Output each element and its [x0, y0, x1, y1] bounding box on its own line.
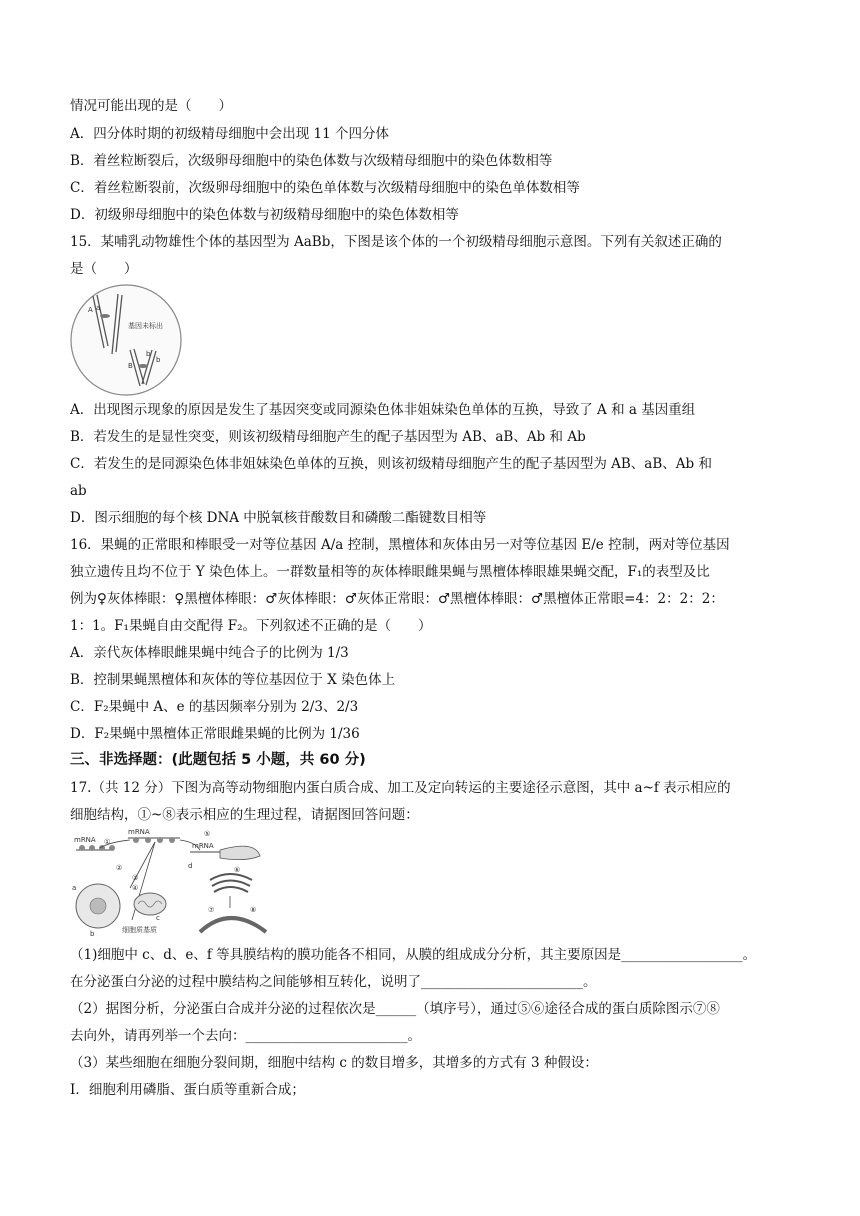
q17-protein-pathway-diagram — [70, 828, 280, 938]
label-step-2: ② — [116, 864, 123, 872]
q17-stem-line2: 细胞结构，①~⑧表示相应的生理过程，请据图回答问题： — [70, 807, 419, 823]
label-c: c — [156, 914, 160, 922]
label-step-1: ① — [104, 838, 111, 846]
label-cytoplasm-matrix: 细胞质基质 — [122, 926, 157, 934]
q16-stem-line3: 例为♀灰体棒眼：♀黑檀体棒眼：♂灰体棒眼：♂灰体正常眼：♂黑檀体棒眼：♂黑檀体正常眼=4：2：2：2： — [70, 591, 724, 607]
q16-option-a: A．亲代灰体棒眼雌果蝇中纯合子的比例为 1/3 — [70, 645, 349, 661]
gene-label-b-lower-2: b — [156, 356, 161, 364]
q16-stem-line1: 16．果蝇的正常眼和棒眼受一对等位基因 A/a 控制，黑檀体和灰体由另一对等位基因 E/e 控制，两对等位基因 — [70, 537, 730, 553]
label-step-7: ⑦ — [208, 906, 215, 914]
q15-stem-line1: 15．某哺乳动物雄性个体的基因型为 AaBb，下图是该个体的一个初级精母细胞示意图。下列有关叙述正确的 — [70, 234, 722, 250]
q16-option-c: C．F₂果蝇中 A、e 的基因频率分别为 2/3、2/3 — [70, 699, 359, 715]
gene-label-a-upper: A — [88, 306, 93, 314]
q14-option-a: A．四分体时期的初级精母细胞中会出现 11 个四分体 — [70, 126, 390, 142]
q16-stem-line2: 独立遗传且均不位于 Y 染色体上。一群数量相等的灰体棒眼雌果蝇与黑檀体棒眼雄果蝇交配，F₁的表型及比 — [70, 564, 710, 580]
label-mrna-left: mRNA — [74, 836, 96, 844]
q17-sub1-line2: 在分泌蛋白分泌的过程中膜结构之间能够相互转化，说明了________________________。 — [70, 974, 597, 990]
label-step-4: ④ — [132, 884, 139, 892]
genes-not-marked-note: 基因未标出 — [128, 322, 163, 330]
q15-stem-line2: 是（ ） — [70, 261, 138, 277]
label-a: a — [72, 884, 77, 892]
q14-stem-tail: 情况可能出现的是（ ） — [70, 98, 232, 114]
cell-outline — [71, 285, 181, 395]
q17-sub3-hypothesis-1: Ⅰ．细胞利用磷脂、蛋白质等重新合成； — [70, 1082, 305, 1098]
q17-stem-line1: 17.（共 12 分）下图为高等动物细胞内蛋白质合成、加工及定向转运的主要途径示意图，其中 a~f 表示相应的 — [70, 780, 731, 796]
label-step-8: ⑧ — [250, 906, 257, 914]
q15-option-d: D．图示细胞的每个核 DNA 中脱氧核苷酸数目和磷酸二酯键数目相等 — [70, 510, 487, 526]
q15-option-c-cont: ab — [70, 483, 87, 499]
section-3-title: 三、非选择题：(此题包括 5 小题，共 60 分) — [70, 752, 366, 768]
q15-option-a: A．出现图示现象的原因是发生了基因突变或同源染色体非姐妹染色单体的互换，导致了 A 和 a 基因重组 — [70, 402, 696, 418]
label-step-3: ③ — [132, 874, 139, 882]
q15-cell-diagram — [68, 284, 184, 396]
label-d: d — [188, 862, 193, 870]
q17-sub3-line1: （3）某些细胞在细胞分裂间期，细胞中结构 c 的数目增多，其增多的方式有 3 种假设： — [70, 1055, 598, 1071]
label-mrna-top: mRNA — [128, 828, 150, 836]
q15-option-c: C．若发生的是同源染色体非姐妹染色单体的互换，则该初级精母细胞产生的配子基因型为 AB、aB、Ab 和 — [70, 456, 712, 472]
q15-option-b: B．若发生的是显性突变，则该初级精母细胞产生的配子基因型为 AB、aB、Ab 和 Ab — [70, 429, 586, 445]
gene-label-b-upper: B — [128, 362, 133, 370]
label-step-6: ⑥ — [234, 866, 241, 874]
q17-sub2-line1: （2）据图分析，分泌蛋白合成并分泌的过程依次是______（填序号），通过⑤⑥途径合成的蛋白质除图示⑦⑧ — [70, 1001, 720, 1017]
q16-stem-line4: 1：1。F₁果蝇自由交配得 F₂。下列叙述不正确的是（ ） — [70, 618, 432, 634]
label-mrna-right: mRNA — [192, 842, 214, 850]
q14-option-b: B．着丝粒断裂后，次级卵母细胞中的染色体数与次级精母细胞中的染色体数相等 — [70, 153, 553, 169]
label-step-5: ⑤ — [204, 830, 211, 838]
q14-option-c: C．着丝粒断裂前，次级卵母细胞中的染色单体数与次级精母细胞中的染色单体数相等 — [70, 180, 580, 196]
q17-sub2-line2: 去向外，请再列举一个去向：________________________。 — [70, 1028, 421, 1044]
gene-label-a-lower: a — [96, 304, 101, 312]
q16-option-d: D．F₂果蝇中黑檀体正常眼雌果蝇的比例为 1/36 — [70, 726, 360, 742]
q14-option-d: D．初级卵母细胞中的染色体数与初级精母细胞中的染色体数相等 — [70, 207, 459, 223]
label-b: b — [90, 930, 95, 938]
q17-sub1-line1: （1)细胞中 c、d、e、f 等具膜结构的膜功能各不相同，从膜的组成成分分析，其主要原因是__________________。 — [70, 947, 757, 963]
gene-label-b-lower-1: b — [146, 350, 151, 358]
q16-option-b: B．控制果蝇黑檀体和灰体的等位基因位于 X 染色体上 — [70, 672, 396, 688]
